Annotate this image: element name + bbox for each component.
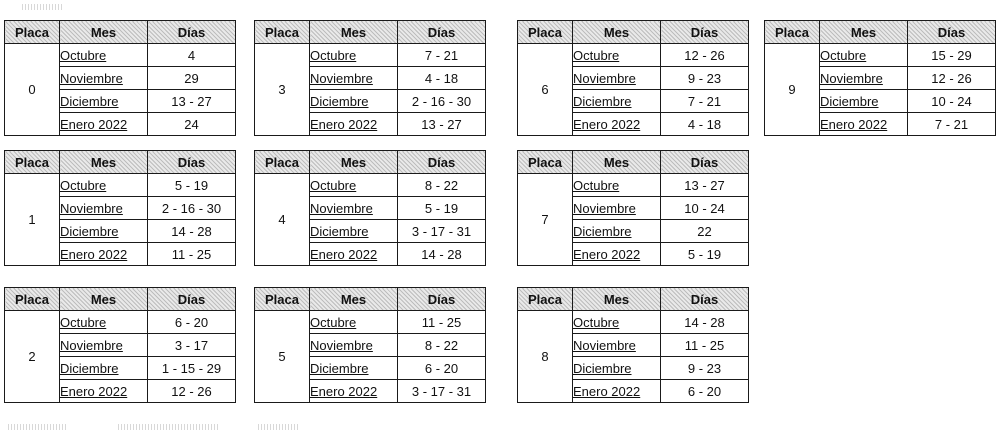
month-cell: Enero 2022: [820, 116, 888, 132]
placa-table: [4, 150, 236, 266]
month-td: [310, 174, 398, 197]
header-row: [5, 288, 236, 311]
days-cell: 9 - 23: [661, 67, 749, 90]
placa-number: 9: [765, 44, 820, 136]
month-td: [60, 311, 148, 334]
placa-block-5: [254, 287, 486, 403]
month-cell: Diciembre: [310, 93, 369, 109]
month-cell: Diciembre: [820, 93, 879, 109]
days-cell: 5 - 19: [661, 243, 749, 266]
header-placa: Placa: [5, 151, 60, 174]
days-cell: 5 - 19: [398, 197, 486, 220]
month-cell: Octubre: [60, 177, 107, 193]
month-td: [820, 67, 908, 90]
days-cell: 7 - 21: [398, 44, 486, 67]
month-cell: Noviembre: [573, 70, 636, 86]
placa-table: [254, 287, 486, 403]
month-td: [310, 311, 398, 334]
month-td: [60, 197, 148, 220]
month-cell: Enero 2022: [60, 383, 128, 399]
month-cell: Octubre: [310, 314, 357, 330]
header-placa: Placa: [5, 288, 60, 311]
month-td: [310, 243, 398, 266]
month-td: [60, 243, 148, 266]
month-cell: Enero 2022: [60, 246, 128, 262]
month-cell: Octubre: [573, 314, 620, 330]
placa-number: 5: [255, 311, 310, 403]
days-cell: 5 - 19: [148, 174, 236, 197]
header-dias: Días: [148, 151, 236, 174]
days-cell: 12 - 26: [148, 380, 236, 403]
header-dias: Días: [148, 21, 236, 44]
placa-block-6: [517, 20, 749, 136]
days-cell: 14 - 28: [398, 243, 486, 266]
days-cell: 10 - 24: [661, 197, 749, 220]
month-cell: Diciembre: [573, 360, 632, 376]
days-cell: 13 - 27: [398, 113, 486, 136]
table-row: [5, 44, 236, 67]
days-cell: 11 - 25: [398, 311, 486, 334]
placa-block-1: [4, 150, 236, 266]
placa-number: 3: [255, 44, 310, 136]
header-mes: Mes: [310, 21, 398, 44]
month-td: [60, 380, 148, 403]
header-dias: Días: [908, 21, 996, 44]
scan-noise: [8, 424, 68, 430]
header-row: [255, 151, 486, 174]
header-mes: Mes: [60, 288, 148, 311]
header-placa: Placa: [5, 21, 60, 44]
header-row: [5, 151, 236, 174]
days-cell: 3 - 17: [148, 334, 236, 357]
header-dias: Días: [661, 151, 749, 174]
month-td: [820, 90, 908, 113]
days-cell: 6 - 20: [148, 311, 236, 334]
month-cell: Octubre: [573, 177, 620, 193]
placa-block-9: [764, 20, 996, 136]
month-td: [573, 67, 661, 90]
month-cell: Diciembre: [60, 360, 119, 376]
placa-number: 1: [5, 174, 60, 266]
header-dias: Días: [661, 21, 749, 44]
placa-block-0: [4, 20, 236, 136]
placa-number: 4: [255, 174, 310, 266]
days-cell: 4 - 18: [398, 67, 486, 90]
month-td: [573, 90, 661, 113]
month-td: [820, 113, 908, 136]
month-cell: Diciembre: [310, 223, 369, 239]
header-mes: Mes: [573, 151, 661, 174]
month-td: [60, 220, 148, 243]
month-cell: Octubre: [60, 47, 107, 63]
table-row: [255, 311, 486, 334]
placa-table: [254, 150, 486, 266]
month-cell: Noviembre: [60, 70, 123, 86]
days-cell: 4: [148, 44, 236, 67]
month-td: [60, 44, 148, 67]
month-cell: Noviembre: [310, 337, 373, 353]
days-cell: 24: [148, 113, 236, 136]
month-cell: Noviembre: [310, 70, 373, 86]
header-row: [255, 21, 486, 44]
days-cell: 15 - 29: [908, 44, 996, 67]
month-cell: Diciembre: [310, 360, 369, 376]
days-cell: 6 - 20: [661, 380, 749, 403]
month-cell: Enero 2022: [310, 246, 378, 262]
placa-block-2: [4, 287, 236, 403]
month-cell: Noviembre: [60, 337, 123, 353]
header-mes: Mes: [573, 288, 661, 311]
header-row: [518, 21, 749, 44]
header-placa: Placa: [255, 151, 310, 174]
header-dias: Días: [398, 151, 486, 174]
table-row: [518, 44, 749, 67]
table-row: [255, 174, 486, 197]
days-cell: 8 - 22: [398, 174, 486, 197]
month-td: [310, 197, 398, 220]
placa-number: 2: [5, 311, 60, 403]
days-cell: 12 - 26: [661, 44, 749, 67]
days-cell: 10 - 24: [908, 90, 996, 113]
month-cell: Diciembre: [60, 93, 119, 109]
days-cell: 12 - 26: [908, 67, 996, 90]
days-cell: 2 - 16 - 30: [398, 90, 486, 113]
placa-table: [517, 287, 749, 403]
month-td: [573, 44, 661, 67]
header-mes: Mes: [60, 151, 148, 174]
month-cell: Diciembre: [573, 223, 632, 239]
month-cell: Diciembre: [60, 223, 119, 239]
placa-table: [4, 20, 236, 136]
days-cell: 3 - 17 - 31: [398, 220, 486, 243]
header-dias: Días: [398, 288, 486, 311]
scan-noise: [258, 424, 298, 430]
header-mes: Mes: [60, 21, 148, 44]
header-row: [518, 151, 749, 174]
placa-table: [517, 150, 749, 266]
header-placa: Placa: [518, 288, 573, 311]
days-cell: 4 - 18: [661, 113, 749, 136]
placa-block-7: [517, 150, 749, 266]
header-placa: Placa: [255, 21, 310, 44]
days-cell: 8 - 22: [398, 334, 486, 357]
month-td: [310, 90, 398, 113]
days-cell: 13 - 27: [661, 174, 749, 197]
month-td: [573, 243, 661, 266]
month-cell: Noviembre: [820, 70, 883, 86]
header-row: [255, 288, 486, 311]
days-cell: 3 - 17 - 31: [398, 380, 486, 403]
header-mes: Mes: [573, 21, 661, 44]
table-row: [765, 44, 996, 67]
days-cell: 6 - 20: [398, 357, 486, 380]
placa-table: [764, 20, 996, 136]
month-cell: Enero 2022: [310, 116, 378, 132]
scan-noise: [118, 424, 218, 430]
month-cell: Octubre: [573, 47, 620, 63]
month-td: [310, 357, 398, 380]
month-td: [310, 380, 398, 403]
placa-table: [254, 20, 486, 136]
days-cell: 11 - 25: [148, 243, 236, 266]
header-dias: Días: [148, 288, 236, 311]
month-cell: Noviembre: [573, 337, 636, 353]
month-td: [573, 174, 661, 197]
month-td: [60, 113, 148, 136]
header-mes: Mes: [310, 151, 398, 174]
placa-block-8: [517, 287, 749, 403]
days-cell: 14 - 28: [148, 220, 236, 243]
days-cell: 1 - 15 - 29: [148, 357, 236, 380]
month-td: [60, 174, 148, 197]
month-cell: Enero 2022: [573, 246, 641, 262]
month-td: [60, 67, 148, 90]
placa-block-4: [254, 150, 486, 266]
month-cell: Octubre: [820, 47, 867, 63]
month-cell: Diciembre: [573, 93, 632, 109]
table-row: [518, 174, 749, 197]
scan-noise: [22, 4, 62, 10]
days-cell: 7 - 21: [908, 113, 996, 136]
month-td: [310, 334, 398, 357]
month-td: [573, 311, 661, 334]
table-row: [518, 311, 749, 334]
days-cell: 2 - 16 - 30: [148, 197, 236, 220]
month-td: [310, 67, 398, 90]
month-td: [310, 44, 398, 67]
days-cell: 7 - 21: [661, 90, 749, 113]
month-cell: Enero 2022: [573, 116, 641, 132]
month-td: [310, 113, 398, 136]
month-cell: Octubre: [310, 177, 357, 193]
month-cell: Octubre: [60, 314, 107, 330]
days-cell: 29: [148, 67, 236, 90]
header-row: [518, 288, 749, 311]
month-td: [310, 220, 398, 243]
month-cell: Noviembre: [310, 200, 373, 216]
month-td: [573, 220, 661, 243]
days-cell: 11 - 25: [661, 334, 749, 357]
header-placa: Placa: [518, 21, 573, 44]
header-dias: Días: [661, 288, 749, 311]
header-mes: Mes: [310, 288, 398, 311]
month-cell: Enero 2022: [573, 383, 641, 399]
header-row: [765, 21, 996, 44]
days-cell: 13 - 27: [148, 90, 236, 113]
month-td: [60, 334, 148, 357]
month-td: [573, 197, 661, 220]
placa-table: [4, 287, 236, 403]
placa-number: 7: [518, 174, 573, 266]
placa-table: [517, 20, 749, 136]
month-td: [573, 113, 661, 136]
placa-number: 6: [518, 44, 573, 136]
month-cell: Enero 2022: [310, 383, 378, 399]
month-td: [60, 90, 148, 113]
header-row: [5, 21, 236, 44]
days-cell: 9 - 23: [661, 357, 749, 380]
header-placa: Placa: [518, 151, 573, 174]
month-td: [820, 44, 908, 67]
table-row: [5, 311, 236, 334]
month-cell: Octubre: [310, 47, 357, 63]
header-placa: Placa: [765, 21, 820, 44]
table-row: [255, 44, 486, 67]
header-mes: Mes: [820, 21, 908, 44]
month-td: [573, 357, 661, 380]
days-cell: 14 - 28: [661, 311, 749, 334]
month-cell: Enero 2022: [60, 116, 128, 132]
month-td: [573, 334, 661, 357]
placa-block-3: [254, 20, 486, 136]
month-cell: Noviembre: [573, 200, 636, 216]
placa-number: 8: [518, 311, 573, 403]
header-placa: Placa: [255, 288, 310, 311]
month-td: [60, 357, 148, 380]
month-td: [573, 380, 661, 403]
table-row: [5, 174, 236, 197]
header-dias: Días: [398, 21, 486, 44]
month-cell: Noviembre: [60, 200, 123, 216]
placa-number: 0: [5, 44, 60, 136]
days-cell: 22: [661, 220, 749, 243]
